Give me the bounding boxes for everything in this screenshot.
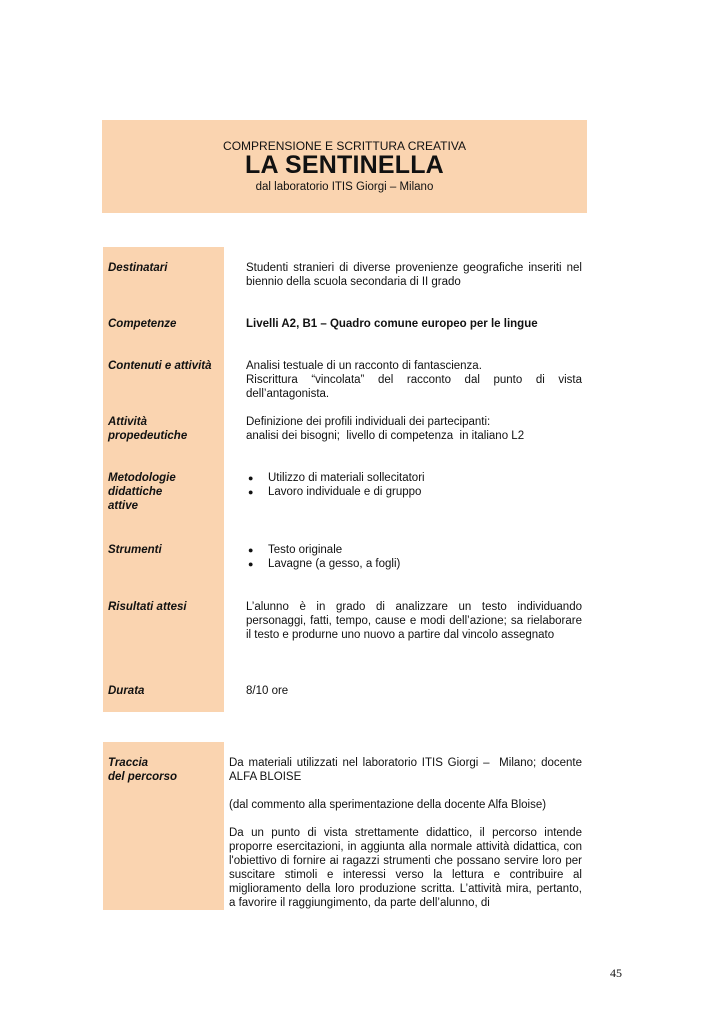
value-attivita-line-2: analisi dei bisogni; livello di competenza in italiano L2 xyxy=(246,430,525,442)
label-destinatari: Destinatari xyxy=(108,262,168,274)
value-metodologie xyxy=(246,471,582,499)
list-item xyxy=(246,485,582,499)
label-attivita-propedeutiche xyxy=(108,415,223,443)
label-traccia-line-1: Traccia xyxy=(108,757,149,769)
bullet-icon: ● xyxy=(248,473,254,483)
traccia-paragraph-3: Da un punto di vista strettamente didattico, il percorso intende proporre esercitazioni, in aggiunta alla normale attività didattica, con l'obiettivo di fornire ai ragazzi strumenti che possano servire loro per suscitare stimoli e interessi verso la lettura e contribuire al miglioramento della loro produzione scritta. L’attività mira, pertanto, a favorire il raggiungimento, da parte dell’alunno, di xyxy=(229,827,589,909)
metodologie-list xyxy=(246,471,582,499)
document-title: LA SENTINELLA xyxy=(245,151,444,179)
traccia-paragraph-2: (dal commento alla sperimentazione della docente Alfa Bloise) xyxy=(229,799,547,811)
label-traccia xyxy=(108,756,223,784)
label-strumenti: Strumenti xyxy=(108,544,162,556)
bullet-icon: ● xyxy=(248,559,254,569)
list-item xyxy=(246,543,582,557)
label-metodologie-line-1: Metodologie xyxy=(108,472,176,484)
label-risultati-attesi: Risultati attesi xyxy=(108,601,187,613)
traccia-paragraph-1: Da materiali utilizzati nel laboratorio ITIS Giorgi – Milano; docente ALFA BLOISE xyxy=(229,757,585,783)
label-attivita-line-1: Attività xyxy=(108,416,147,428)
label-metodologie xyxy=(108,471,223,513)
list-item-text: Utilizzo di materiali sollecitatori xyxy=(268,472,425,484)
value-contenuti-line-2: Riscrittura “vincolata” del racconto dal punto di vista dell’antagonista. xyxy=(246,374,582,400)
document-kicker: COMPRENSIONE E SCRITTURA CREATIVA xyxy=(223,139,466,153)
value-risultati-attesi: L’alunno è in grado di analizzare un testo individuando personaggi, fatti, tempo, cause e modi dell’azione; sa rielaborare il testo e produrne uno nuovo a partire dal vincolo assegnato xyxy=(246,601,582,641)
label-contenuti-attivita: Contenuti e attività xyxy=(108,360,212,372)
value-strumenti xyxy=(246,543,582,571)
value-attivita-propedeutiche xyxy=(246,415,582,443)
label-traccia-line-2: del percorso xyxy=(108,771,178,783)
list-item-text: Lavoro individuale e di gruppo xyxy=(268,486,422,498)
value-contenuti-line-1: Analisi testuale di un racconto di fantascienza. xyxy=(246,360,482,372)
value-destinatari: Studenti stranieri di diverse provenienze geografiche inseriti nel biennio della scuola secondaria di II grado xyxy=(246,262,582,288)
value-competenze: Livelli A2, B1 – Quadro comune europeo per le lingue xyxy=(246,318,538,330)
label-metodologie-line-2: didattiche xyxy=(108,486,163,498)
label-durata: Durata xyxy=(108,685,145,697)
list-item xyxy=(246,471,582,485)
list-item-text: Testo originale xyxy=(268,544,343,556)
label-metodologie-line-3: attive xyxy=(108,500,139,512)
label-attivita-line-2: propedeutiche xyxy=(108,430,188,442)
value-attivita-line-1: Definizione dei profili individuali dei partecipanti: xyxy=(246,416,491,428)
value-contenuti-attivita xyxy=(246,359,582,401)
list-item-text: Lavagne (a gesso, a fogli) xyxy=(268,558,401,570)
label-competenze: Competenze xyxy=(108,318,177,330)
bullet-icon: ● xyxy=(248,487,254,497)
strumenti-list xyxy=(246,543,582,571)
document-subtitle: dal laboratorio ITIS Giorgi – Milano xyxy=(255,181,434,193)
bullet-icon: ● xyxy=(248,545,254,555)
page-number: 45 xyxy=(610,966,622,980)
title-box xyxy=(102,120,587,213)
value-durata: 8/10 ore xyxy=(246,685,289,697)
list-item xyxy=(246,557,582,571)
